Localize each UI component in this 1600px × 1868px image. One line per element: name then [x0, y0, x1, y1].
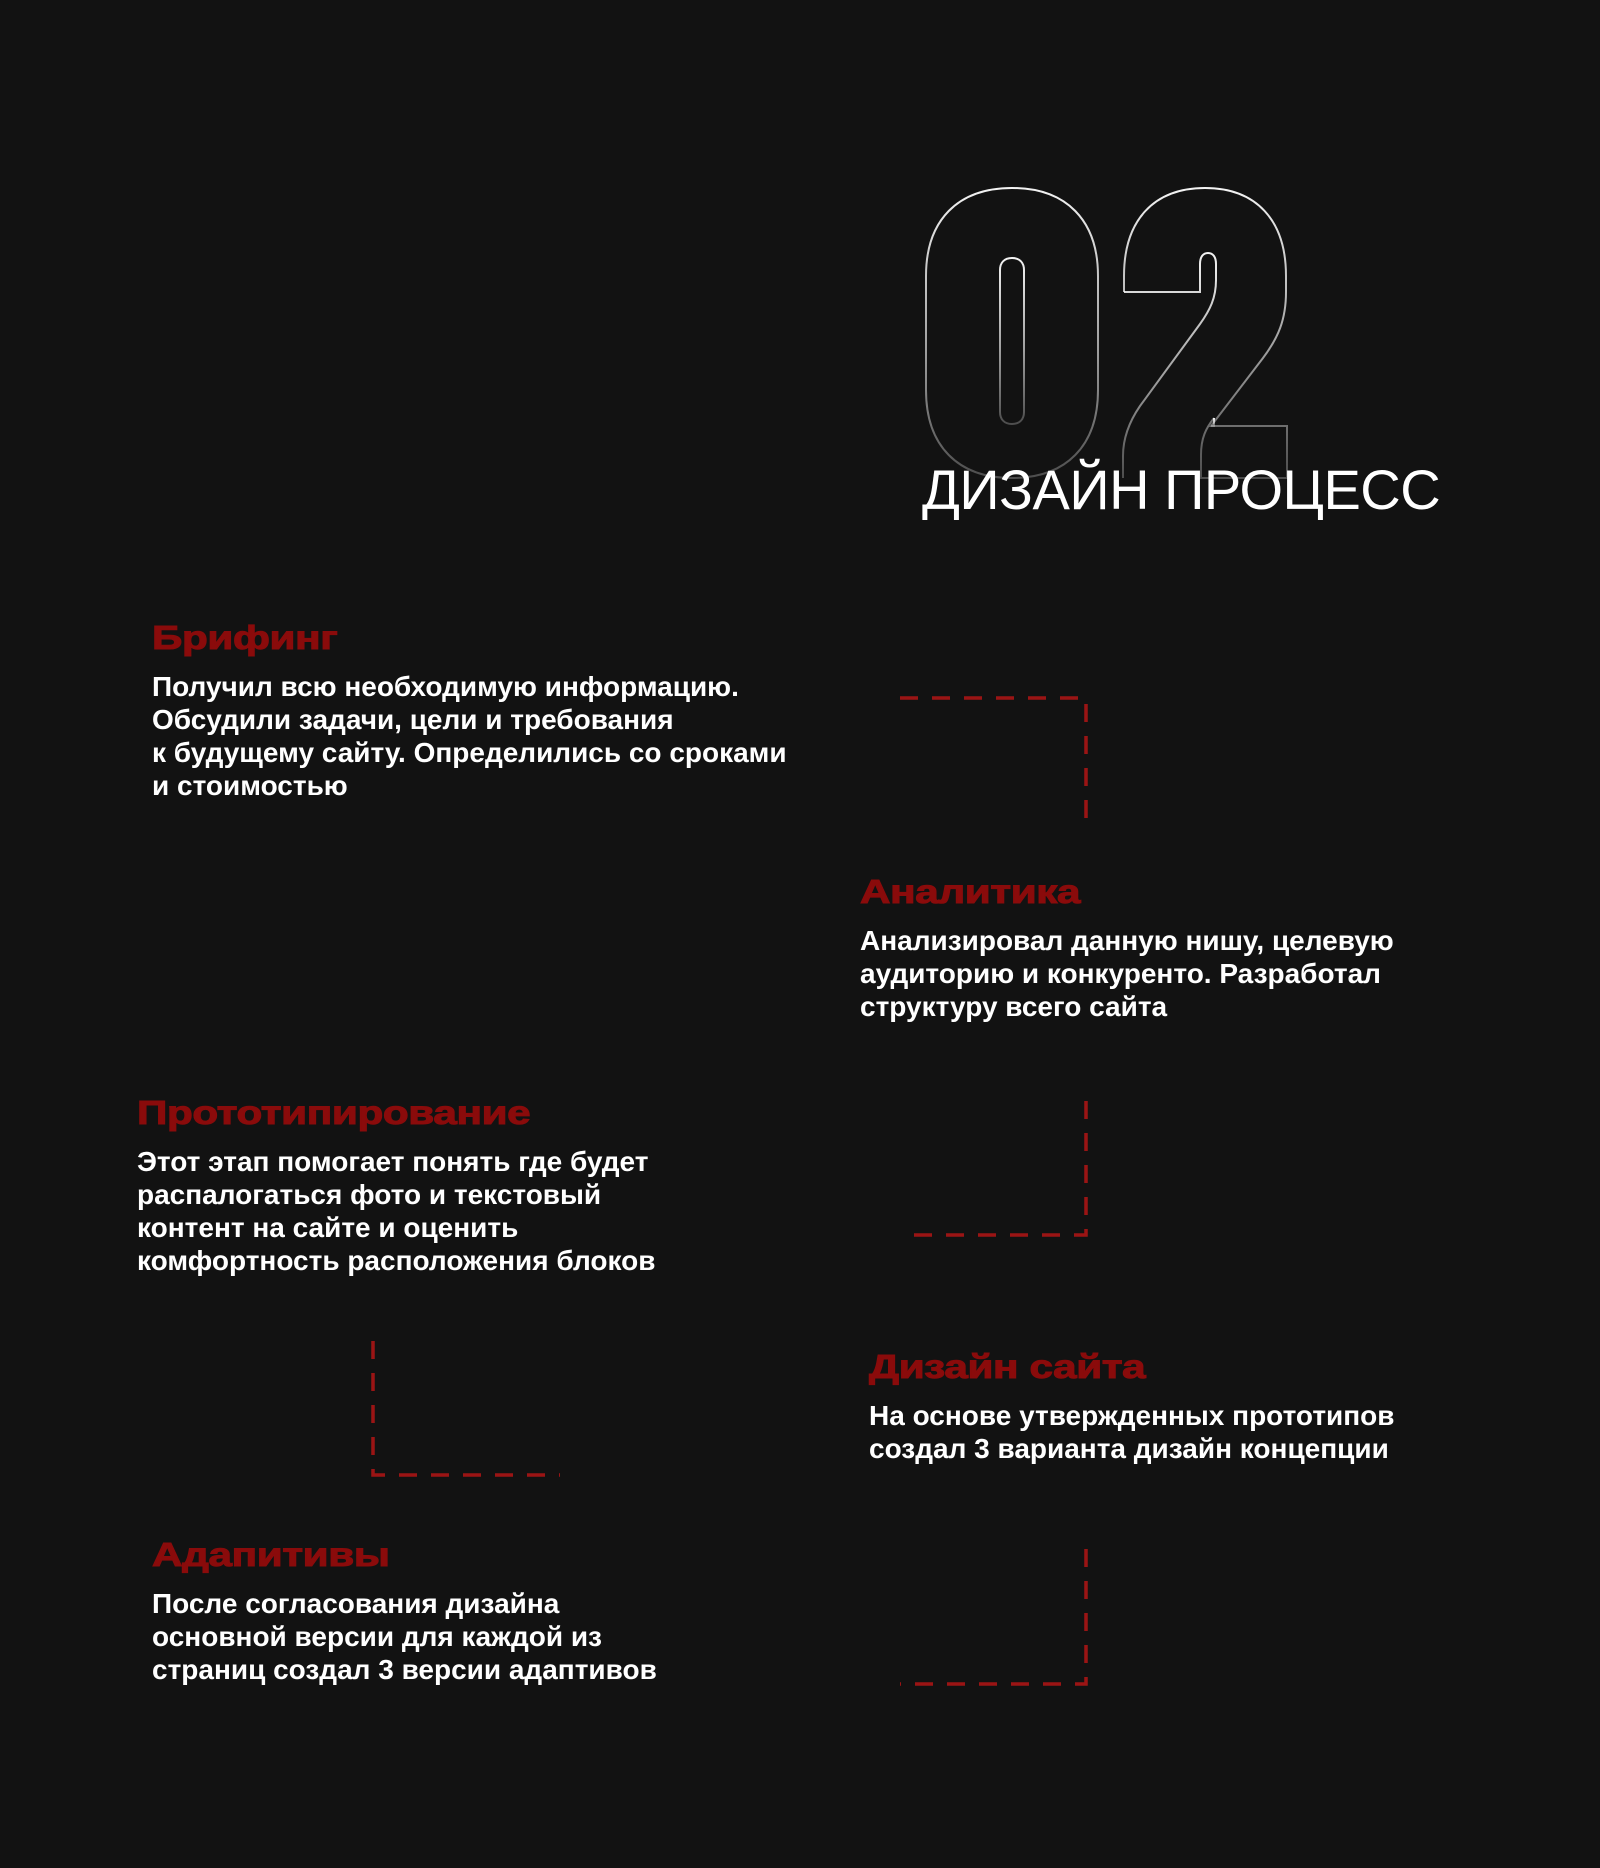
step-title: Адапитивы [152, 1536, 390, 1573]
section-title: ДИЗАЙН ПРОЦЕСС [922, 458, 1441, 521]
step-description: После согласования дизайна основной версии для каждой из страниц создал 3 версии адаптивов [152, 1588, 657, 1685]
step-description: Анализировал данную нишу, целевую аудиторию и конкуренто. Разработал структуру всего сайта [860, 925, 1394, 1022]
step-title: Прототипирование [137, 1094, 531, 1131]
step-title: Брифинг [152, 619, 338, 656]
connector-3 [373, 1341, 560, 1475]
step-description: На основе утвержденных прототипов создал 3 варианта дизайн концепции [869, 1400, 1395, 1464]
step-description: Этот этап помогает понять где будет распалогаться фото и текстовый контент на сайте и оценить комфортность расположения блоков [137, 1146, 656, 1276]
connector-1 [900, 698, 1086, 832]
step-description: Получил всю необходимую информацию. Обсудили задачи, цели и требования к будущему сайту. Определились со сроками и стоимостью [152, 671, 787, 801]
connector-4 [900, 1549, 1086, 1684]
connector-2 [900, 1101, 1086, 1235]
step-title: Аналитика [860, 873, 1081, 910]
step-title: Дизайн сайта [869, 1348, 1146, 1385]
